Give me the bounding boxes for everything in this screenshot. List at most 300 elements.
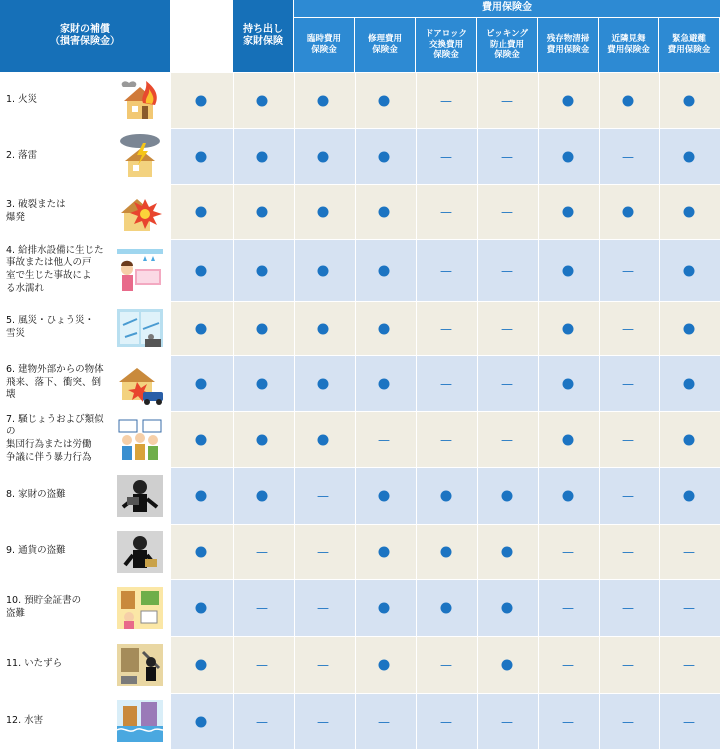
column-divider [659, 580, 660, 636]
dot-icon [379, 95, 390, 106]
column-divider [659, 694, 660, 749]
dot-icon [623, 95, 634, 106]
dot-icon [257, 265, 268, 276]
covered-dot [196, 660, 207, 671]
not-covered-dash [317, 490, 329, 502]
not-covered-dash [501, 151, 513, 163]
column-divider [233, 637, 234, 693]
column-divider [538, 302, 539, 355]
dash-icon: — [622, 658, 634, 672]
row-category [0, 185, 171, 239]
dash-icon: — [622, 714, 634, 729]
header-cost-column: 臨時費用 保険金 [294, 18, 355, 72]
dot-icon [563, 207, 574, 218]
dot-icon [563, 378, 574, 389]
table-row [0, 637, 720, 694]
not-covered-dash [317, 659, 329, 671]
covered-dot [257, 265, 268, 276]
column-divider [659, 637, 660, 693]
covered-dot [257, 378, 268, 389]
column-divider [355, 694, 356, 749]
covered-dot [196, 434, 207, 445]
column-divider [599, 73, 600, 128]
not-covered-dash [501, 323, 513, 335]
column-divider [416, 468, 417, 524]
column-divider [416, 356, 417, 411]
column-divider [599, 412, 600, 467]
column-divider [233, 468, 234, 524]
not-covered-dash [562, 659, 574, 671]
column-divider [599, 580, 600, 636]
covered-dot [563, 491, 574, 502]
dot-icon [563, 491, 574, 502]
not-covered-dash [622, 378, 634, 390]
column-divider [599, 468, 600, 524]
column-divider [355, 468, 356, 524]
covered-dot [379, 151, 390, 162]
covered-dot [684, 434, 695, 445]
dot-icon [563, 265, 574, 276]
dot-icon [502, 660, 513, 671]
dot-icon [441, 547, 452, 558]
dash-icon: — [501, 93, 513, 108]
dash-icon: — [440, 149, 452, 164]
not-covered-dash [683, 659, 695, 671]
covered-dot [502, 491, 513, 502]
covered-dot [318, 265, 329, 276]
not-covered-dash [256, 716, 268, 728]
not-covered-dash [440, 95, 452, 107]
column-divider [355, 356, 356, 411]
column-divider [477, 580, 478, 636]
column-divider [294, 356, 295, 411]
dot-icon [257, 378, 268, 389]
dot-icon [257, 434, 268, 445]
dash-icon: — [622, 376, 634, 391]
row-label: 11. いたずら [6, 658, 63, 670]
table-row [0, 580, 720, 637]
column-divider [538, 580, 539, 636]
column-divider [233, 302, 234, 355]
not-covered-dash [317, 546, 329, 558]
column-divider [416, 240, 417, 301]
covered-dot [563, 323, 574, 334]
thief-icon [115, 529, 165, 575]
dot-icon [379, 547, 390, 558]
dash-icon: — [317, 545, 329, 559]
row-category [0, 412, 171, 467]
not-covered-dash [440, 323, 452, 335]
not-covered-dash [317, 716, 329, 728]
column-divider [538, 525, 539, 579]
dash-icon: — [622, 149, 634, 164]
covered-dot [257, 207, 268, 218]
dot-icon [196, 547, 207, 558]
dot-icon [502, 547, 513, 558]
covered-dot [441, 491, 452, 502]
table-row [0, 240, 720, 302]
dot-icon [684, 95, 695, 106]
column-divider [599, 185, 600, 239]
column-divider [659, 73, 660, 128]
dot-icon [318, 265, 329, 276]
dash-icon: — [562, 658, 574, 672]
covered-dot [379, 491, 390, 502]
dash-icon: — [440, 658, 452, 672]
column-divider [659, 525, 660, 579]
dash-icon: — [317, 658, 329, 672]
dot-icon [563, 434, 574, 445]
dash-icon: — [683, 601, 695, 615]
dash-icon: — [622, 432, 634, 447]
column-divider [355, 412, 356, 467]
table-row [0, 302, 720, 356]
dot-icon [502, 491, 513, 502]
column-divider [477, 694, 478, 749]
not-covered-dash [256, 602, 268, 614]
covered-dot [318, 323, 329, 334]
column-divider [659, 240, 660, 301]
dash-icon: — [501, 263, 513, 278]
covered-dot [318, 434, 329, 445]
column-divider [355, 302, 356, 355]
column-divider [294, 129, 295, 184]
dot-icon [196, 378, 207, 389]
covered-dot [684, 207, 695, 218]
column-divider [659, 302, 660, 355]
column-divider [477, 412, 478, 467]
not-covered-dash [256, 659, 268, 671]
dash-icon: — [440, 263, 452, 278]
column-divider [538, 240, 539, 301]
covered-dot [441, 547, 452, 558]
column-divider [538, 356, 539, 411]
column-divider [659, 412, 660, 467]
column-divider [538, 694, 539, 749]
header-cost-column: 修理費用 保険金 [355, 18, 416, 72]
column-divider [294, 185, 295, 239]
dot-icon [379, 378, 390, 389]
covered-dot [257, 95, 268, 106]
dash-icon: — [256, 658, 268, 672]
not-covered-dash [622, 434, 634, 446]
covered-dot [196, 603, 207, 614]
not-covered-dash [440, 378, 452, 390]
dash-icon: — [501, 714, 513, 729]
dash-icon: — [256, 714, 268, 729]
covered-dot [379, 660, 390, 671]
row-category [0, 129, 171, 184]
covered-dot [196, 323, 207, 334]
covered-dot [196, 491, 207, 502]
dash-icon: — [562, 545, 574, 559]
row-category [0, 302, 171, 355]
covered-dot [563, 378, 574, 389]
row-category [0, 637, 171, 693]
dot-icon [441, 491, 452, 502]
column-divider [659, 468, 660, 524]
dot-icon [441, 603, 452, 614]
row-label: 12. 水害 [6, 714, 44, 726]
not-covered-dash [622, 265, 634, 277]
column-divider [233, 129, 234, 184]
header-cost-column: ピッキング 防止費用 保険金 [477, 18, 538, 72]
dot-icon [196, 603, 207, 614]
row-label: 6. 建物外部からの物体 飛来、落下、衝突、倒 壊 [6, 364, 104, 401]
covered-dot [563, 151, 574, 162]
not-covered-dash [622, 490, 634, 502]
riot-crowd-icon [115, 416, 165, 462]
column-divider [659, 129, 660, 184]
covered-dot [318, 95, 329, 106]
column-divider [477, 525, 478, 579]
row-label: 1. 火災 [6, 93, 38, 105]
dash-icon: — [501, 432, 513, 447]
column-divider [294, 580, 295, 636]
dash-icon: — [622, 545, 634, 559]
row-category [0, 694, 171, 749]
covered-dot [502, 603, 513, 614]
column-divider [355, 580, 356, 636]
column-divider [294, 637, 295, 693]
dash-icon: — [501, 205, 513, 219]
column-divider [233, 580, 234, 636]
column-divider [294, 240, 295, 301]
covered-dot [379, 323, 390, 334]
dash-icon: — [501, 149, 513, 164]
column-divider [233, 185, 234, 239]
row-category [0, 580, 171, 636]
column-divider [477, 468, 478, 524]
column-divider [416, 694, 417, 749]
not-covered-dash [440, 206, 452, 218]
column-divider [659, 356, 660, 411]
dot-icon [196, 265, 207, 276]
header-cost-group: 費用保険金 [294, 0, 720, 18]
dash-icon: — [683, 658, 695, 672]
covered-dot [196, 151, 207, 162]
dot-icon [196, 434, 207, 445]
dot-icon [196, 323, 207, 334]
covered-dot [684, 378, 695, 389]
not-covered-dash [622, 659, 634, 671]
dot-icon [379, 323, 390, 334]
covered-dot [563, 265, 574, 276]
not-covered-dash [622, 151, 634, 163]
not-covered-dash [440, 265, 452, 277]
row-category [0, 468, 171, 524]
dot-icon [379, 207, 390, 218]
table-row [0, 525, 720, 580]
not-covered-dash [501, 265, 513, 277]
explosion-house-icon [115, 189, 165, 235]
covered-dot [623, 207, 634, 218]
table-row [0, 694, 720, 750]
not-covered-dash [683, 602, 695, 614]
row-category [0, 73, 171, 128]
header-coverage-title: 家財の補償 （損害保険金） [0, 0, 171, 72]
table-row [0, 129, 720, 185]
column-divider [538, 185, 539, 239]
not-covered-dash [622, 602, 634, 614]
column-divider [416, 129, 417, 184]
not-covered-dash [562, 716, 574, 728]
column-divider [477, 240, 478, 301]
covered-dot [684, 151, 695, 162]
car-crash-house-icon [115, 360, 165, 406]
not-covered-dash [562, 602, 574, 614]
dot-icon [196, 491, 207, 502]
column-divider [233, 240, 234, 301]
column-divider [599, 129, 600, 184]
not-covered-dash [256, 546, 268, 558]
column-divider [294, 694, 295, 749]
not-covered-dash [501, 378, 513, 390]
not-covered-dash [683, 716, 695, 728]
covered-dot [684, 323, 695, 334]
header-cost-column: ドアロック 交換費用 保険金 [416, 18, 477, 72]
covered-dot [684, 491, 695, 502]
dash-icon: — [440, 432, 452, 447]
covered-dot [379, 265, 390, 276]
covered-dot [318, 207, 329, 218]
column-divider [599, 302, 600, 355]
dot-icon [684, 207, 695, 218]
column-divider [355, 129, 356, 184]
column-divider [233, 356, 234, 411]
burglar-icon [115, 473, 165, 519]
dash-icon: — [256, 545, 268, 559]
dot-icon [196, 660, 207, 671]
covered-dot [379, 547, 390, 558]
column-divider [599, 637, 600, 693]
not-covered-dash [501, 95, 513, 107]
column-divider [477, 185, 478, 239]
column-divider [599, 694, 600, 749]
column-divider [355, 525, 356, 579]
column-divider [233, 525, 234, 579]
column-divider [294, 73, 295, 128]
column-divider [477, 356, 478, 411]
header-carry-out: 持ち出し 家財保険 [233, 0, 294, 72]
not-covered-dash [622, 546, 634, 558]
dot-icon [196, 151, 207, 162]
dash-icon: — [440, 376, 452, 391]
dot-icon [196, 95, 207, 106]
table-row [0, 73, 720, 129]
covered-dot [379, 207, 390, 218]
not-covered-dash [622, 716, 634, 728]
covered-dot [318, 378, 329, 389]
dot-icon [379, 603, 390, 614]
not-covered-dash [378, 716, 390, 728]
covered-dot [257, 323, 268, 334]
not-covered-dash [501, 716, 513, 728]
dot-icon [563, 323, 574, 334]
water-leak-icon [115, 247, 165, 293]
table-row [0, 468, 720, 525]
dot-icon [318, 151, 329, 162]
header-cost-column: 近隣見舞 費用保険金 [599, 18, 659, 72]
row-label: 9. 通貨の盗難 [6, 545, 66, 557]
not-covered-dash [440, 716, 452, 728]
column-divider [294, 468, 295, 524]
dash-icon: — [501, 321, 513, 336]
covered-dot [196, 265, 207, 276]
row-label: 2. 落雷 [6, 149, 38, 161]
covered-dot [563, 434, 574, 445]
not-covered-dash [562, 546, 574, 558]
column-divider [416, 580, 417, 636]
column-divider [416, 185, 417, 239]
column-divider [538, 129, 539, 184]
dot-icon [257, 207, 268, 218]
row-category [0, 525, 171, 579]
dot-icon [257, 323, 268, 334]
column-divider [233, 73, 234, 128]
column-divider [416, 412, 417, 467]
covered-dot [318, 151, 329, 162]
dot-icon [196, 716, 207, 727]
covered-dot [196, 207, 207, 218]
not-covered-dash [622, 323, 634, 335]
not-covered-dash [317, 602, 329, 614]
not-covered-dash [440, 659, 452, 671]
dash-icon: — [440, 205, 452, 219]
dot-icon [257, 95, 268, 106]
dot-icon [318, 323, 329, 334]
dot-icon [684, 265, 695, 276]
dash-icon: — [440, 93, 452, 108]
dash-icon: — [622, 321, 634, 336]
dash-icon: — [683, 545, 695, 559]
dot-icon [684, 378, 695, 389]
dash-icon: — [622, 601, 634, 615]
column-divider [599, 240, 600, 301]
header-cost-column: 緊急避難 費用保険金 [659, 18, 720, 72]
covered-dot [623, 95, 634, 106]
row-label: 7. 騒じょうおよび類似の 集団行為または労働 争議に伴う暴力行為 [6, 413, 104, 463]
dash-icon: — [256, 601, 268, 615]
covered-dot [441, 603, 452, 614]
dot-icon [623, 207, 634, 218]
column-divider [599, 525, 600, 579]
covered-dot [196, 95, 207, 106]
column-divider [294, 302, 295, 355]
header-cost-column: 残存物清掃 費用保険金 [538, 18, 599, 72]
covered-dot [379, 378, 390, 389]
covered-dot [379, 603, 390, 614]
table-row [0, 185, 720, 240]
column-divider [416, 525, 417, 579]
row-category [0, 356, 171, 411]
covered-dot [257, 434, 268, 445]
dot-icon [318, 434, 329, 445]
covered-dot [257, 491, 268, 502]
row-label: 8. 家財の盗難 [6, 489, 66, 501]
dot-icon [684, 151, 695, 162]
column-divider [355, 185, 356, 239]
covered-dot [379, 95, 390, 106]
covered-dot [684, 265, 695, 276]
row-label: 3. 破裂または 爆発 [6, 198, 66, 223]
covered-dot [563, 95, 574, 106]
vandalism-icon [115, 642, 165, 688]
dot-icon [196, 207, 207, 218]
column-divider [477, 129, 478, 184]
column-divider [233, 412, 234, 467]
house-fire-icon [115, 77, 165, 123]
